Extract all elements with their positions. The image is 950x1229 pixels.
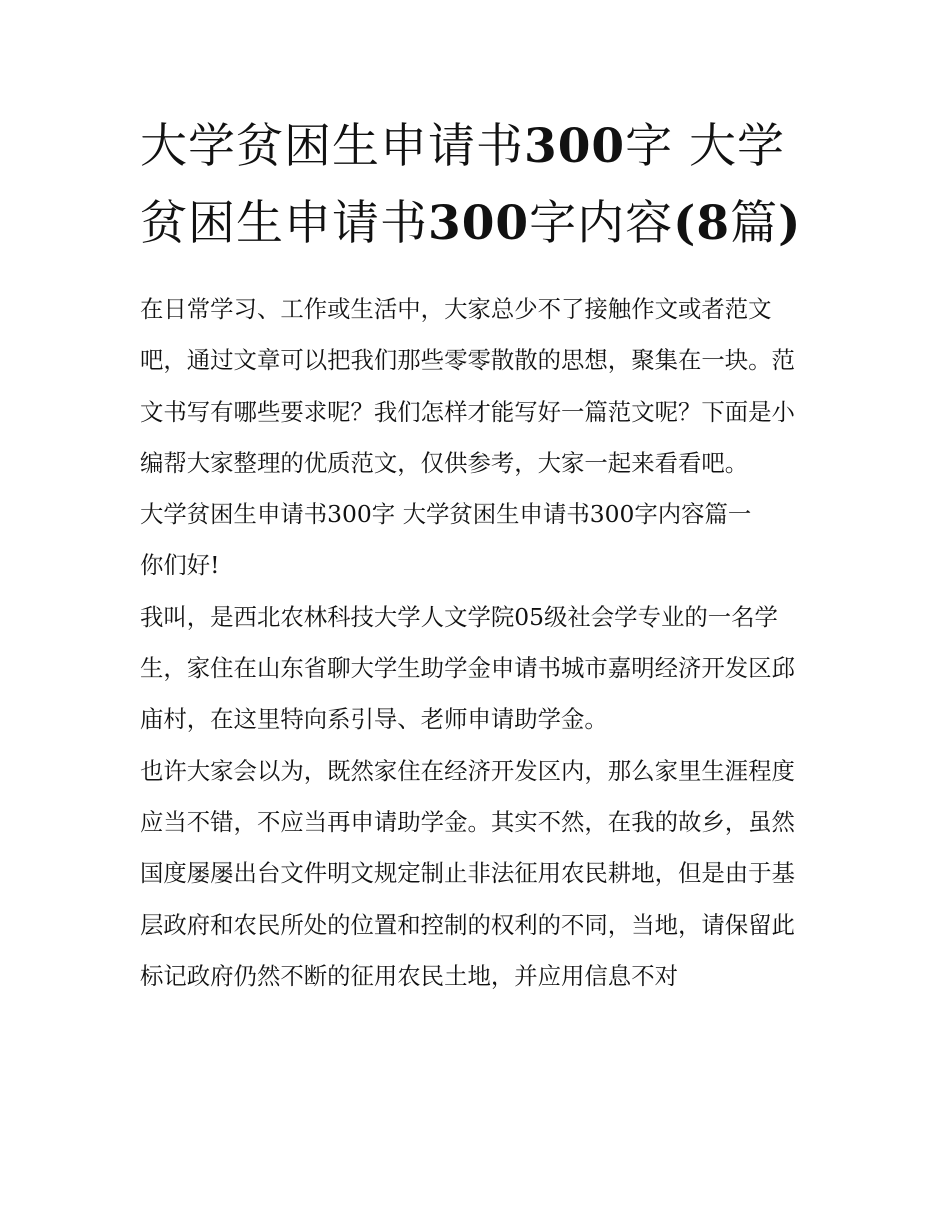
paragraph-intro: 在日常学习、工作或生活中，大家总少不了接触作文或者范文吧，通过文章可以把我们那些零零散散的思想，聚集在一块。范文书写有哪些要求呢？我们怎样才能写好一篇范文呢？下面是小编帮大家整理的优质范文，仅供参考，大家一起来看看吧。 — [140, 295, 795, 477]
paragraph-family-situation: 也许大家会以为，既然家住在经济开发区内，那么家里生涯程度应当不错，不应当再申请助学金。其实不然，在我的故乡，虽然国度屡屡出台文件明文规定制止非法征用农民耕地，但是由于基层政府和农民所处的位置和控制的权利的不同，当地，请保留此标记政府仍然不断的征用农民土地，并应用信息不对 — [140, 756, 795, 990]
title-text-run: 字内容 — [529, 196, 674, 251]
paragraph-self-introduction: 我叫，是西北农林科技大学人文学院05级社会学专业的一名学生，家住在山东省聊大学生助学金申请书城市嘉明经济开发区邱庙村，在这里特向系引导、老师申请助学金。 — [140, 602, 795, 734]
title-number-run: ) — [778, 196, 802, 251]
document-page — [140, 108, 812, 1002]
document-body — [140, 284, 812, 1002]
paragraph-greeting: 你们好! — [140, 551, 220, 580]
title-number-run: 300 — [524, 119, 626, 174]
title-number-run: 300 — [428, 196, 530, 251]
title-text-run: 篇 — [730, 196, 779, 251]
paragraph-section-heading: 大学贫困生申请书300字 大学贫困生申请书300字内容篇一 — [140, 500, 752, 529]
title-text-run: 大学贫困生申请书 — [140, 119, 524, 174]
title-number-run: (8 — [673, 196, 731, 251]
title-text-run: 字 大学贫困生申请书 — [140, 119, 786, 251]
document-title — [140, 108, 812, 262]
